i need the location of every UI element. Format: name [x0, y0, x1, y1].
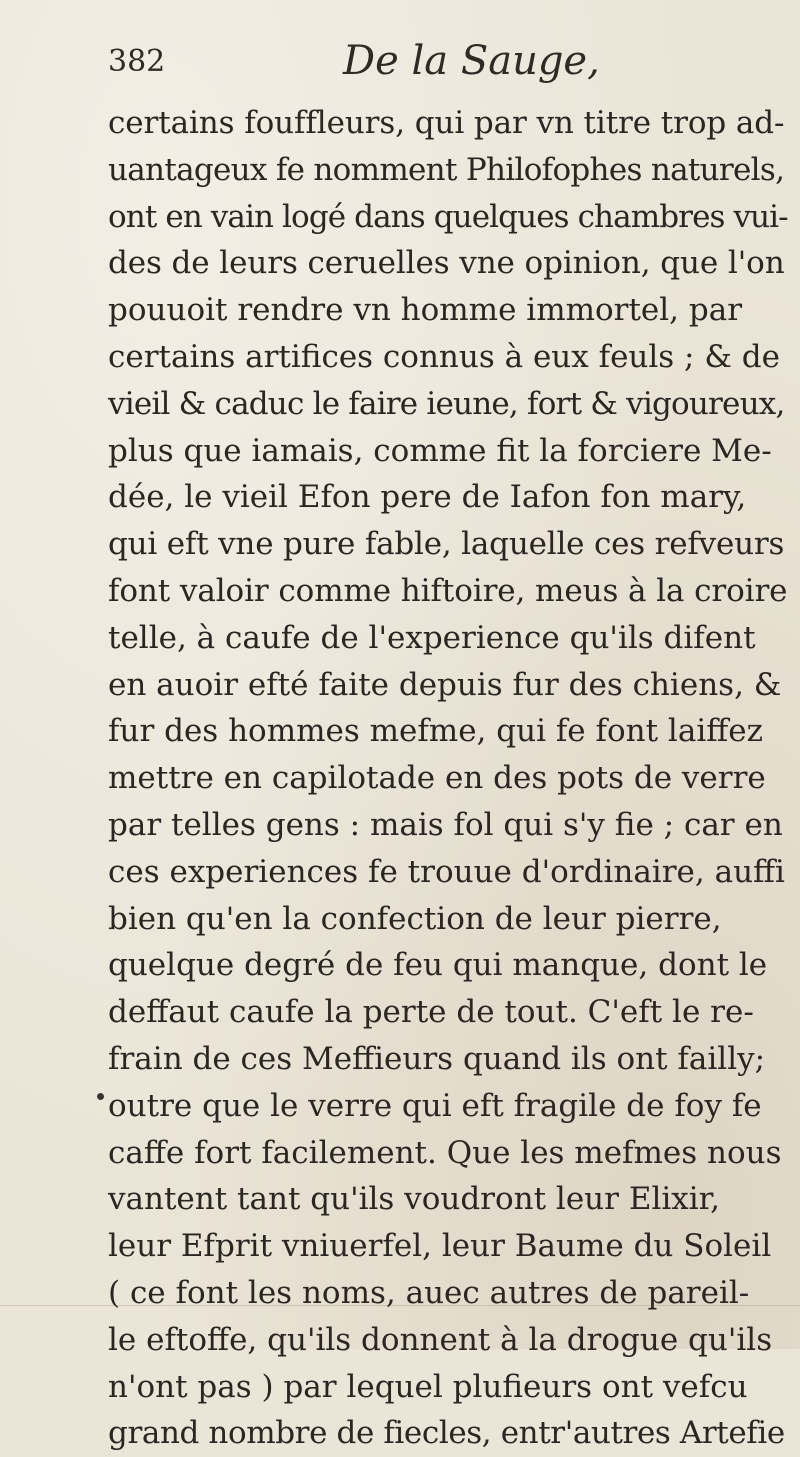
running-head	[108, 32, 708, 92]
text-line: fur des hommes mefme, qui fe font laiffez	[108, 713, 763, 750]
text-line: caffe fort facilement. Que les mefmes nous	[108, 1134, 782, 1171]
text-line: leur Efprit vniuerfel, leur Baume du Soleil	[108, 1228, 772, 1265]
text-line: n'ont pas ) par lequel plufieurs ont vefcu	[108, 1368, 748, 1405]
text-line: certains fouffleurs, qui par vn titre trop ad-	[108, 105, 785, 141]
text-line: ces experiences fe trouue d'ordinaire, auffi	[108, 853, 785, 890]
body-text	[108, 100, 788, 1457]
text-line: en auoir efté faite depuis fur des chiens, &	[108, 666, 782, 703]
text-line: le eftoffe, qu'ils donnent à la drogue qu'ils	[108, 1321, 773, 1358]
text-line: grand nombre de fiecles, entr'autres Artefie	[108, 1415, 785, 1452]
text-line: par telles gens : mais fol qui s'y fie ; car en	[108, 806, 783, 843]
text-line: mettre en capilotade en des pots de verre	[108, 760, 766, 797]
text-line: quelque degré de feu qui manque, dont le	[108, 947, 768, 984]
margin-ink-dot	[97, 1093, 104, 1100]
text-line: frain de ces Meffieurs quand ils ont failly;	[108, 1040, 766, 1077]
page-crease	[0, 1305, 800, 1306]
text-line: certains artifices connus à eux feuls ; & de	[108, 338, 780, 375]
text-line: dée, le vieil Efon pere de Iafon fon mary,	[108, 479, 747, 516]
text-line: font valoir comme hiftoire, meus à la croire	[108, 572, 788, 609]
text-line: ont en vain logé dans quelques chambres vui-	[108, 198, 788, 235]
text-line: bien qu'en la confection de leur pierre,	[108, 900, 722, 937]
page-number: 382	[108, 44, 166, 79]
text-line: vieil & caduc le faire ieune, fort & vigoureux,	[108, 385, 785, 422]
text-line: outre que le verre qui eft fragile de foy fe	[108, 1087, 762, 1124]
text-line: telle, à caufe de l'experience qu'ils difent	[108, 619, 756, 656]
text-line: qui eft vne pure fable, laquelle ces refveurs	[108, 526, 785, 563]
text-line: des de leurs ceruelles vne opinion, que l'on	[108, 245, 785, 282]
text-line: ( ce font les noms, auec autres de pareil-	[108, 1274, 750, 1311]
text-line: plus que iamais, comme fit la forciere Me-	[108, 432, 772, 469]
text-line: vantent tant qu'ils voudront leur Elixir,	[108, 1181, 720, 1218]
text-line: pouuoit rendre vn homme immortel, par	[108, 292, 743, 329]
text-line: uantageux fe nomment Philofophes naturels,	[108, 151, 785, 188]
text-line: deffaut caufe la perte de tout. C'eft le re-	[108, 994, 754, 1031]
running-title: De la Sauge,	[343, 38, 600, 84]
